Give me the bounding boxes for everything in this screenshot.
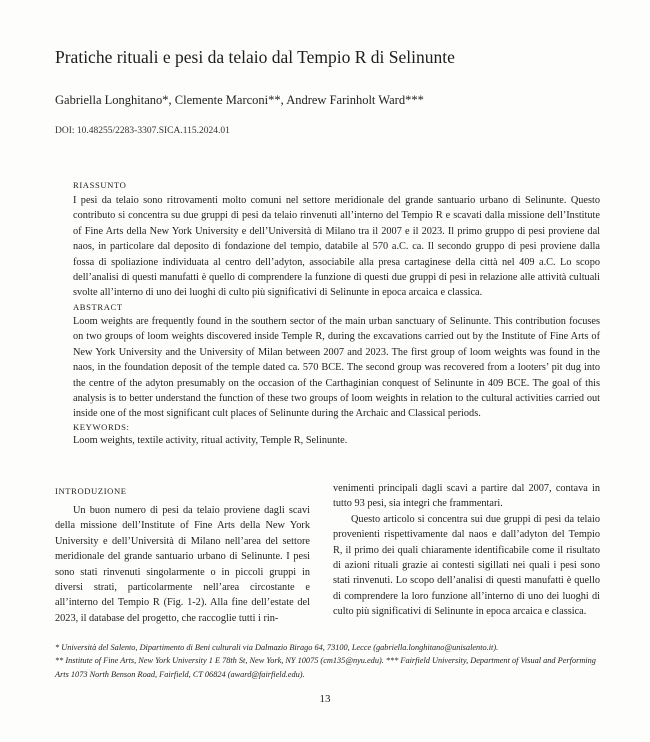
page-number: 13	[319, 693, 331, 705]
intro-right-column	[333, 481, 600, 620]
intro-left-column	[55, 503, 310, 626]
intro-heading: INTRODUZIONE	[55, 486, 127, 496]
keywords-heading: KEYWORDS:	[73, 422, 130, 432]
doi-line: DOI: 10.48255/2283-3307.SICA.115.2024.01	[55, 126, 230, 136]
footnote-1: * Università del Salento, Dipartimento di Beni culturali via Dalmazio Birago 64, 73100, Lecce (gabriella.longhitano@unisalento.it).	[55, 643, 499, 652]
abstract-text: Loom weights are frequently found in the southern sector of the main urban sanctuary of Selinunte. This contribution focuses on two groups of loom weights discovered inside Temple R, during the excavations carried out by the Institute of Fine Arts of New York University and the University of Milan between 2007 and 2023. The first group of loom weights was found in the naos, in the foundation deposit of the temple dated ca. 570 BCE. The second group was recovered from a looters’ pit dug into the centre of the adyton presumably on the occasion of the Carthaginian conquest of Selinunte in 409 BCE. The goal of this analysis is to better understand the function of these two groups of loom weights in relation to the cultural activities carried out inside one of the most significant cult places of Selinunte during the Archaic and Classical periods.	[73, 316, 600, 420]
footnotes	[55, 641, 600, 681]
footnote-2: ** Institute of Fine Arts, New York University 1 E 78th St, New York, NY 10075 (cm135@nyu.edu). *** Fairfield University, Department of Visual and Performing Arts 1073 North Benson Road, Fairfield, CT 06824 (award@fairfield.edu).	[55, 656, 596, 679]
intro-paragraph-1: Un buon numero di pesi da telaio proviene dagli scavi della missione dell’Institute of Fine Arts della New York University e dell’Università di Milano nell’area del settore meridionale del grande santuario urbano di Selinunte. I pesi sono stati rinvenuti singolarmente o in piccoli gruppi in diversi strati, particolarmente nell’area circostante e all’interno del Tempio R (Fig. 1-2). Alla fine dell’estate del 2023, il database del progetto, che raccoglie tutti i rin-	[55, 505, 310, 624]
intro-paragraph-2: Questo articolo si concentra sui due gruppi di pesi da telaio provenienti rispettivamente dal naos e dall’adyton del Tempio R, il primo dei quali chiaramente identificabile come il risultato di azioni rituali grazie ai contesti sigillati nei quali i pesi sono stati rinvenuti. Lo scopo dell’analisi di questi manufatti è quello di comprendere la loro funzione all’interno di uno dei luoghi di culto più significativi di Selinunte in epoca arcaica e classica.	[333, 513, 600, 618]
intro-paragraph-1-cont: venimenti principali dagli scavi a partire dal 2007, contava in tutto 93 pesi, sia integri che frammentari.	[333, 483, 600, 510]
riassunto-heading: RIASSUNTO	[73, 180, 127, 190]
riassunto-text: I pesi da telaio sono ritrovamenti molto comuni nel settore meridionale del grande santuario urbano di Selinunte. Questo contributo si concentra su due gruppi di pesi da telaio rinvenuti all’interno del Tempio R e scavati dalla missione dell’Institute of Fine Arts della New York University e dell’Università di Milano tra il 2007 e il 2023. Il primo gruppo di pesi proviene dal naos, in particolare dal deposito di fondazione del tempio, databile al 570 a.C. ca. Il secondo gruppo di pesi proviene dalla fossa di spoliazione individuata al centro dell’adyton, associabile alla presa cartaginese della città nel 409 a.C. Lo scopo dell’analisi di questi manufatti è quello di comprendere la funzione di questi due gruppi di pesi in relazione alle attività cultuali svolte all’interno di uno dei luoghi di culto più significativi di Selinunte in epoca arcaica e classica.	[73, 195, 600, 299]
article-title: Pratiche rituali e pesi da telaio dal Tempio R di Selinunte	[55, 47, 455, 67]
article-authors: Gabriella Longhitano*, Clemente Marconi**, Andrew Farinholt Ward***	[55, 93, 424, 107]
keywords-text: Loom weights, textile activity, ritual activity, Temple R, Selinunte.	[73, 435, 348, 446]
abstract-heading: ABSTRACT	[73, 302, 123, 312]
